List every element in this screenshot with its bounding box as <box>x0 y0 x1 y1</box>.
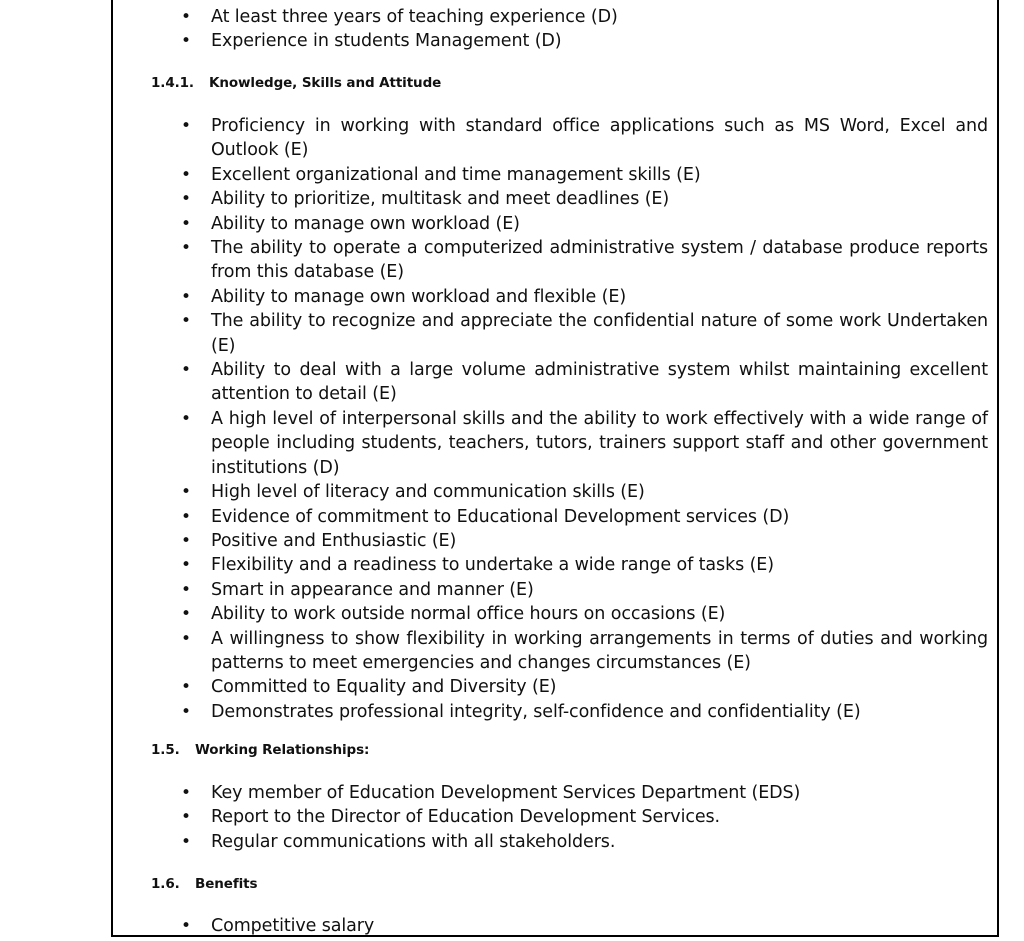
list-item: • High level of literacy and communication skills (E) <box>0 480 988 504</box>
section-heading-working-relationships <box>151 741 369 759</box>
list-item: • The ability to recognize and appreciate the confidential nature of some work Undertaken (E) <box>0 309 988 358</box>
benefits-list <box>0 914 988 938</box>
list-item: • Committed to Equality and Diversity (E) <box>0 675 988 699</box>
list-item: • Report to the Director of Education Development Services. <box>0 805 988 829</box>
section-title: Knowledge, Skills and Attitude <box>209 75 442 91</box>
list-item: • Ability to prioritize, multitask and meet deadlines (E) <box>0 187 988 211</box>
list-item: • Evidence of commitment to Educational Development services (D) <box>0 505 988 529</box>
list-item: • Positive and Enthusiastic (E) <box>0 529 988 553</box>
working-relationships-list <box>0 781 988 854</box>
list-item: • Ability to work outside normal office hours on occasions (E) <box>0 602 988 626</box>
list-item: • Ability to manage own workload and flexible (E) <box>0 285 988 309</box>
list-item: • The ability to operate a computerized administrative system / database produce reports from this database (E) <box>0 236 988 285</box>
section-number: 1.6. <box>151 876 180 892</box>
section-heading-benefits <box>151 875 257 893</box>
list-item: • Flexibility and a readiness to undertake a wide range of tasks (E) <box>0 553 988 577</box>
list-item: • Demonstrates professional integrity, self-confidence and confidentiality (E) <box>0 700 988 724</box>
list-item: • At least three years of teaching experience (D) <box>0 5 988 29</box>
section-title: Working Relationships: <box>195 742 370 758</box>
list-item: • Competitive salary <box>0 914 988 938</box>
section-number: 1.5. <box>151 742 180 758</box>
list-item: • Ability to manage own workload (E) <box>0 212 988 236</box>
list-item: • Excellent organizational and time management skills (E) <box>0 163 988 187</box>
section-heading-knowledge <box>151 74 441 92</box>
list-item: • A high level of interpersonal skills and the ability to work effectively with a wide range of people including students, teachers, tutors, trainers support staff and other government institutions (D) <box>0 407 988 480</box>
knowledge-skills-list <box>0 114 988 724</box>
section-number: 1.4.1. <box>151 75 194 91</box>
list-item: • Regular communications with all stakeholders. <box>0 830 988 854</box>
experience-list <box>0 5 988 54</box>
list-item: • Experience in students Management (D) <box>0 29 988 53</box>
list-item: • Smart in appearance and manner (E) <box>0 578 988 602</box>
list-item: • Proficiency in working with standard office applications such as MS Word, Excel and Outlook (E) <box>0 114 988 163</box>
list-item: • Ability to deal with a large volume administrative system whilst maintaining excellent attention to detail (E) <box>0 358 988 407</box>
list-item: • Key member of Education Development Services Department (EDS) <box>0 781 988 805</box>
list-item: • A willingness to show flexibility in working arrangements in terms of duties and working patterns to meet emergencies and changes circumstances (E) <box>0 627 988 676</box>
section-title: Benefits <box>195 876 258 892</box>
